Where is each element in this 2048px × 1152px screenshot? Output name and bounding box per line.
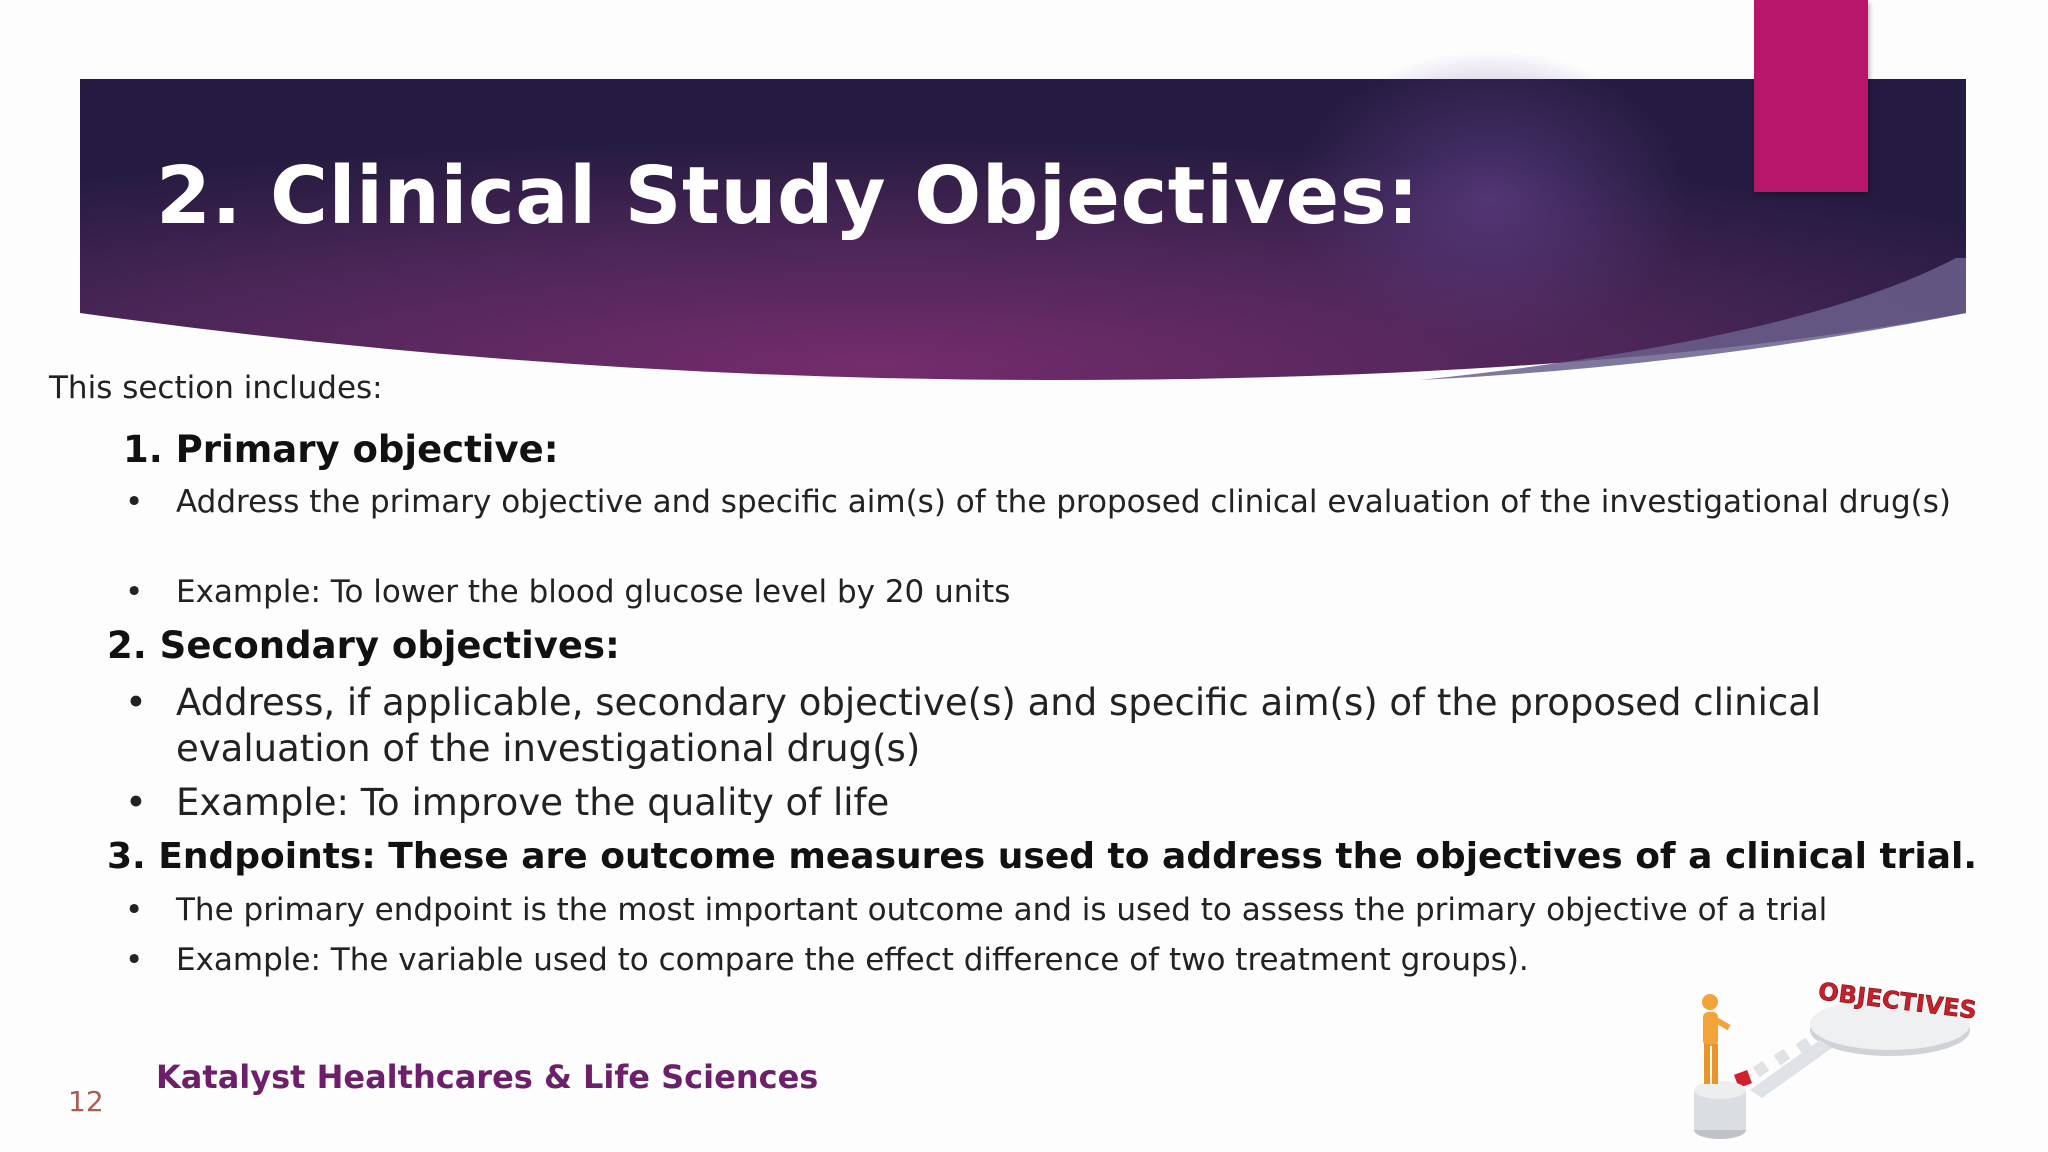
section-heading-secondary: 2. Secondary objectives: [107,624,620,667]
bullet-marker: • [125,892,144,928]
bullet-text: Example: To improve the quality of life [176,781,890,824]
bullet-item [125,780,1885,826]
bullet-item [125,680,1885,772]
bullet-item [125,572,1955,612]
bullet-marker: • [125,942,144,978]
bullet-text: Example: To lower the blood glucose level by 20 units [176,574,1011,610]
bullet-text: Address, if applicable, secondary objective(s) and specific aim(s) of the proposed clinical evaluation of the investigational drug(s) [176,681,1822,770]
slide-title: 2. Clinical Study Objectives: [156,150,1420,242]
bullet-text: The primary endpoint is the most important outcome and is used to assess the primary objective of a trial [176,892,1828,928]
section-heading-primary: 1. Primary objective: [123,428,559,471]
section-heading-endpoints: 3. Endpoints: These are outcome measures used to address the objectives of a clinical trial. [107,836,1978,877]
bullet-text: Example: The variable used to compare the effect difference of two treatment groups). [176,942,1529,978]
objectives-graphic [1680,950,1980,1150]
objectives-graphic-label: OBJECTIVES [1816,977,1979,1025]
bullet-item [125,890,1955,930]
accent-tab [1754,0,1868,192]
bullet-marker: • [125,574,144,610]
bullet-text: Address the primary objective and specific aim(s) of the proposed clinical evaluation of the investigational drug(s) [176,484,1951,520]
page-number: 12 [68,1085,104,1118]
intro-text: This section includes: [49,370,383,406]
bullet-item [125,482,1955,522]
footer-company: Katalyst Healthcares & Life Sciences [156,1058,819,1096]
bullet-marker: • [125,681,147,724]
bullet-marker: • [125,484,144,520]
bullet-marker: • [125,781,147,824]
